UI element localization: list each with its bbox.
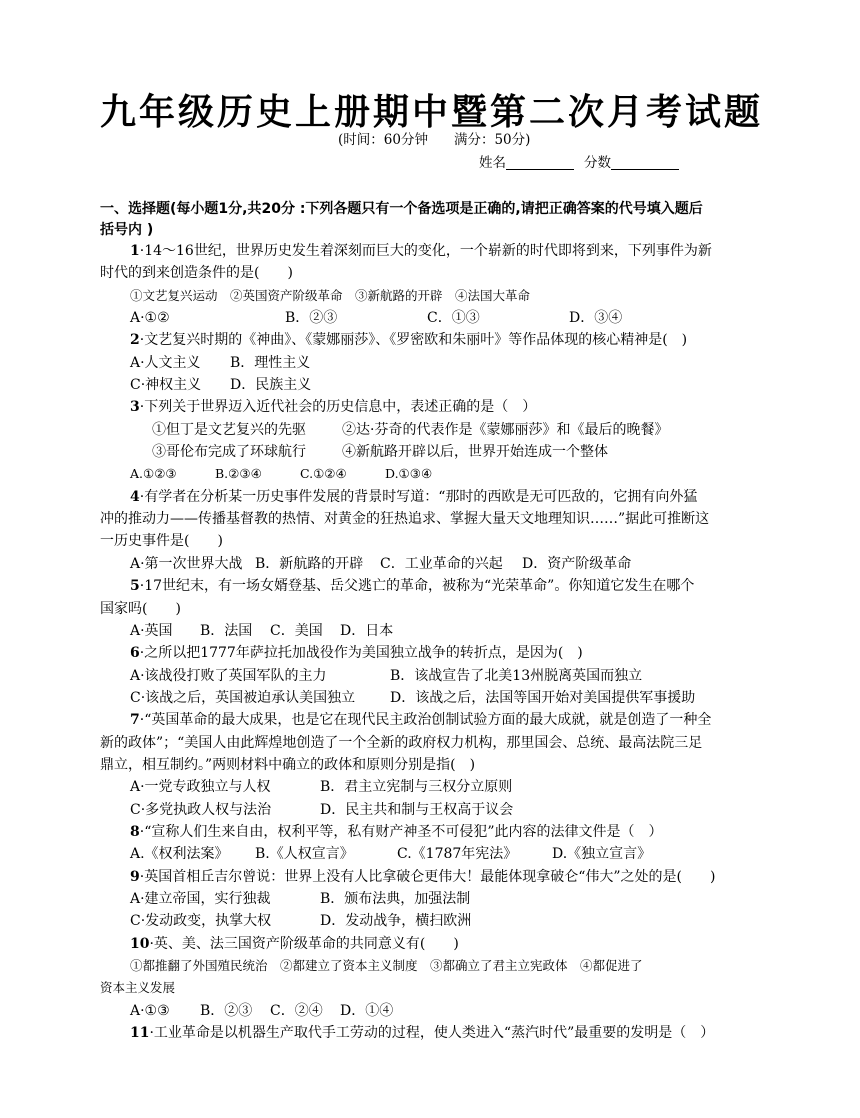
question-number: 9 xyxy=(130,868,140,885)
question-number: 4 xyxy=(130,488,140,505)
question-1-stem xyxy=(100,240,765,262)
question-7-options-row2 xyxy=(100,799,765,821)
statement-item: ①但丁是文艺复兴的先驱 xyxy=(152,421,306,438)
option-c[interactable]: C·发动政变，执掌大权 xyxy=(130,913,272,930)
question-text-line: 时代的到来创造条件的是( ) xyxy=(100,265,293,282)
time-limit: (时间：60分钟 xyxy=(338,132,428,148)
question-9-stem xyxy=(100,866,765,888)
option-b[interactable]: B．新航路的开辟 xyxy=(255,555,364,572)
option-d[interactable]: D．③④ xyxy=(569,310,623,327)
question-text: ·文艺复兴时期的《神曲》、《蒙娜丽莎》、《罗密欧和朱丽叶》等作品体现的核心精神是( ) xyxy=(139,332,688,349)
option-a[interactable]: A·人文主义 xyxy=(130,354,201,371)
question-9-options-row1 xyxy=(100,888,765,910)
option-d[interactable]: D．日本 xyxy=(340,622,394,639)
question-7-stem xyxy=(100,709,765,731)
question-number: 5 xyxy=(130,578,140,595)
full-score: 满分：50分) xyxy=(453,132,531,148)
exam-title: 九年级历史上册期中暨第二次月考试题 xyxy=(100,92,764,133)
option-a[interactable]: A.①②③ xyxy=(130,466,177,482)
option-d[interactable]: D．民族主义 xyxy=(230,377,312,394)
question-number: 1 xyxy=(130,243,140,259)
option-b[interactable]: B．②③ xyxy=(285,310,338,327)
option-a[interactable]: A·建立帝国，实行独裁 xyxy=(130,890,271,907)
question-1-items: ①文艺复兴运动 ②英国资产阶级革命 ③新航路的开辟 ④法国大革命 xyxy=(130,287,531,303)
question-number: 6 xyxy=(130,645,140,662)
question-8-stem xyxy=(100,821,765,843)
option-d[interactable]: D.①③④ xyxy=(385,466,433,482)
option-d[interactable]: D．资产阶级革命 xyxy=(522,555,632,572)
option-b[interactable]: B．君主立宪制与三权分立原则 xyxy=(320,779,513,796)
question-2-options-row1 xyxy=(100,352,765,374)
option-a[interactable]: A·该战役打败了英国军队的主力 xyxy=(130,667,327,684)
option-d[interactable]: D．民主共和制与王权高于议会 xyxy=(320,801,514,818)
section-heading xyxy=(100,199,765,241)
option-c[interactable]: C．①③ xyxy=(427,310,480,327)
question-11-stem xyxy=(100,1022,765,1044)
question-text: ·之所以把1777年萨拉托加战役作为美国独立战争的转折点，是因为( ) xyxy=(139,645,583,662)
section-heading-line: 括号内 ) xyxy=(100,222,154,238)
option-d[interactable]: D．①④ xyxy=(340,1002,394,1019)
question-number: 3 xyxy=(130,399,140,416)
question-text-line: 一历史事件是( ) xyxy=(100,533,223,550)
question-text-line: 鼎立，相互制约。”两则材料中确立的政体和原则分别是指( ) xyxy=(100,756,476,773)
option-b[interactable]: B．该战宣告了北美13州脱离英国而独立 xyxy=(390,667,643,684)
name-score-fields xyxy=(479,151,679,171)
question-10-items: ①都推翻了外国殖民统治 ②都建立了资本主义制度 ③都确立了君主立宪政体 ④都促进了 xyxy=(130,958,643,973)
section-heading-line: 一、选择题(每小题1分,共20分 :下列各题只有一个备选项是正确的,请把正确答案的代号填入题后 xyxy=(100,201,703,217)
option-b[interactable]: B．②③ xyxy=(200,1002,253,1019)
option-c[interactable]: C.《1787年宪法》 xyxy=(397,846,518,863)
name-label: 姓名 xyxy=(479,155,506,171)
option-a[interactable]: A·①③ xyxy=(130,1002,170,1019)
option-c[interactable]: C·多党执政人权与法治 xyxy=(130,801,272,818)
option-c[interactable]: C.①②④ xyxy=(300,466,347,482)
option-b[interactable]: B.②③④ xyxy=(215,466,262,482)
question-9-options-row2 xyxy=(100,910,765,932)
question-number: 11 xyxy=(130,1025,150,1042)
option-b[interactable]: B．理性主义 xyxy=(230,354,311,371)
option-d[interactable]: D．发动战争，横扫欧洲 xyxy=(320,913,472,930)
question-number: 7 xyxy=(130,712,140,729)
question-6-options-row1 xyxy=(100,665,765,687)
question-10-stem xyxy=(100,933,765,955)
statement-item: ②达·芬奇的代表作是《蒙娜丽莎》和《最后的晚餐》 xyxy=(342,421,669,438)
option-a[interactable]: A.《权利法案》 xyxy=(130,846,229,863)
question-list xyxy=(100,240,765,1044)
question-3-stem xyxy=(100,396,765,418)
question-5-options xyxy=(100,620,765,642)
option-b[interactable]: B.《人权宣言》 xyxy=(255,846,354,863)
option-d[interactable]: D．该战之后，法国等国开始对美国提供军事援助 xyxy=(390,689,696,706)
score-blank[interactable] xyxy=(611,155,679,170)
option-c[interactable]: C·神权主义 xyxy=(130,377,202,394)
question-10-items-cont: 资本主义发展 xyxy=(100,980,176,996)
option-c[interactable]: C．工业革命的兴起 xyxy=(380,555,503,572)
statement-item: ③哥伦布完成了环球航行 xyxy=(152,444,306,461)
question-3-items-row2 xyxy=(100,441,765,463)
question-number: 2 xyxy=(130,332,140,349)
question-text: ·英国首相丘吉尔曾说：世界上没有人比拿破仑更伟大！最能体现拿破仑“伟大”之处的是( ) xyxy=(139,868,716,885)
question-1-options xyxy=(100,307,765,329)
option-d[interactable]: D.《独立宣言》 xyxy=(552,846,652,863)
question-number: 8 xyxy=(130,823,140,840)
statement-item: ④新航路开辟以后，世界开始连成一个整体 xyxy=(342,444,608,461)
question-7-options-row1 xyxy=(100,776,765,798)
option-b[interactable]: B．法国 xyxy=(200,622,253,639)
question-text-line: 国家吗( ) xyxy=(100,600,181,617)
question-6-options-row2 xyxy=(100,687,765,709)
option-b[interactable]: B．颁布法典，加强法制 xyxy=(320,890,471,907)
question-text: ·“宣称人们生来自由，权利平等，私有财产神圣不可侵犯”此内容的法律文件是（ ） xyxy=(139,823,663,840)
question-3-items-row1 xyxy=(100,419,765,441)
question-2-stem xyxy=(100,329,765,351)
option-c[interactable]: C．美国 xyxy=(270,622,323,639)
question-text: ·下列关于世界迈入近代社会的历史信息中，表述正确的是（ ） xyxy=(139,399,537,416)
option-c[interactable]: C·该战之后，英国被迫承认美国独立 xyxy=(130,689,356,706)
question-text: ·有学者在分析某一历史事件发展的背景时写道：“那时的西欧是无可匹敌的，它拥有向外猛 xyxy=(139,488,698,505)
question-text-line: 冲的推动力——传播基督教的热情、对黄金的狂热追求、掌握大量天文地理知识……”据此可推断这 xyxy=(100,511,710,528)
question-5-stem xyxy=(100,575,765,597)
question-8-options xyxy=(100,843,765,865)
question-4-stem xyxy=(100,486,765,508)
question-6-stem xyxy=(100,642,765,664)
option-a[interactable]: A·英国 xyxy=(130,622,173,639)
option-c[interactable]: C．②④ xyxy=(270,1002,323,1019)
question-text: ·17世纪末，有一场女婿登基、岳父逃亡的革命，被称为“光荣革命”。你知道它发生在哪个 xyxy=(139,578,695,595)
option-a[interactable]: A·一党专政独立与人权 xyxy=(130,779,271,796)
question-10-options xyxy=(100,1000,765,1022)
exam-info xyxy=(338,128,530,148)
question-2-options-row2 xyxy=(100,374,765,396)
question-text: ·工业革命是以机器生产取代手工劳动的过程，使人类进入“蒸汽时代”最重要的发明是（ ） xyxy=(149,1025,715,1042)
score-label: 分数 xyxy=(584,155,611,171)
question-number: 10 xyxy=(130,935,150,952)
name-blank[interactable] xyxy=(506,155,574,170)
question-text-line: 新的政体”；“美国人由此辉煌地创造了一个全新的政府权力机构，那里国会、总统、最高法院三足 xyxy=(100,734,703,751)
question-text: ·14～16世纪，世界历史发生着深刻而巨大的变化，一个崭新的时代即将到来，下列事件为新 xyxy=(139,243,712,259)
question-3-options xyxy=(100,463,765,485)
question-text: ·英、美、法三国资产阶级革命的共同意义有( ) xyxy=(149,935,459,952)
option-a[interactable]: A·①② xyxy=(130,310,170,327)
question-4-options xyxy=(100,553,765,575)
question-text: ·“英国革命的最大成果，也是它在现代民主政治创制试验方面的最大成就，就是创造了一种全 xyxy=(139,712,712,729)
option-a[interactable]: A·第一次世界大战 xyxy=(130,555,243,572)
